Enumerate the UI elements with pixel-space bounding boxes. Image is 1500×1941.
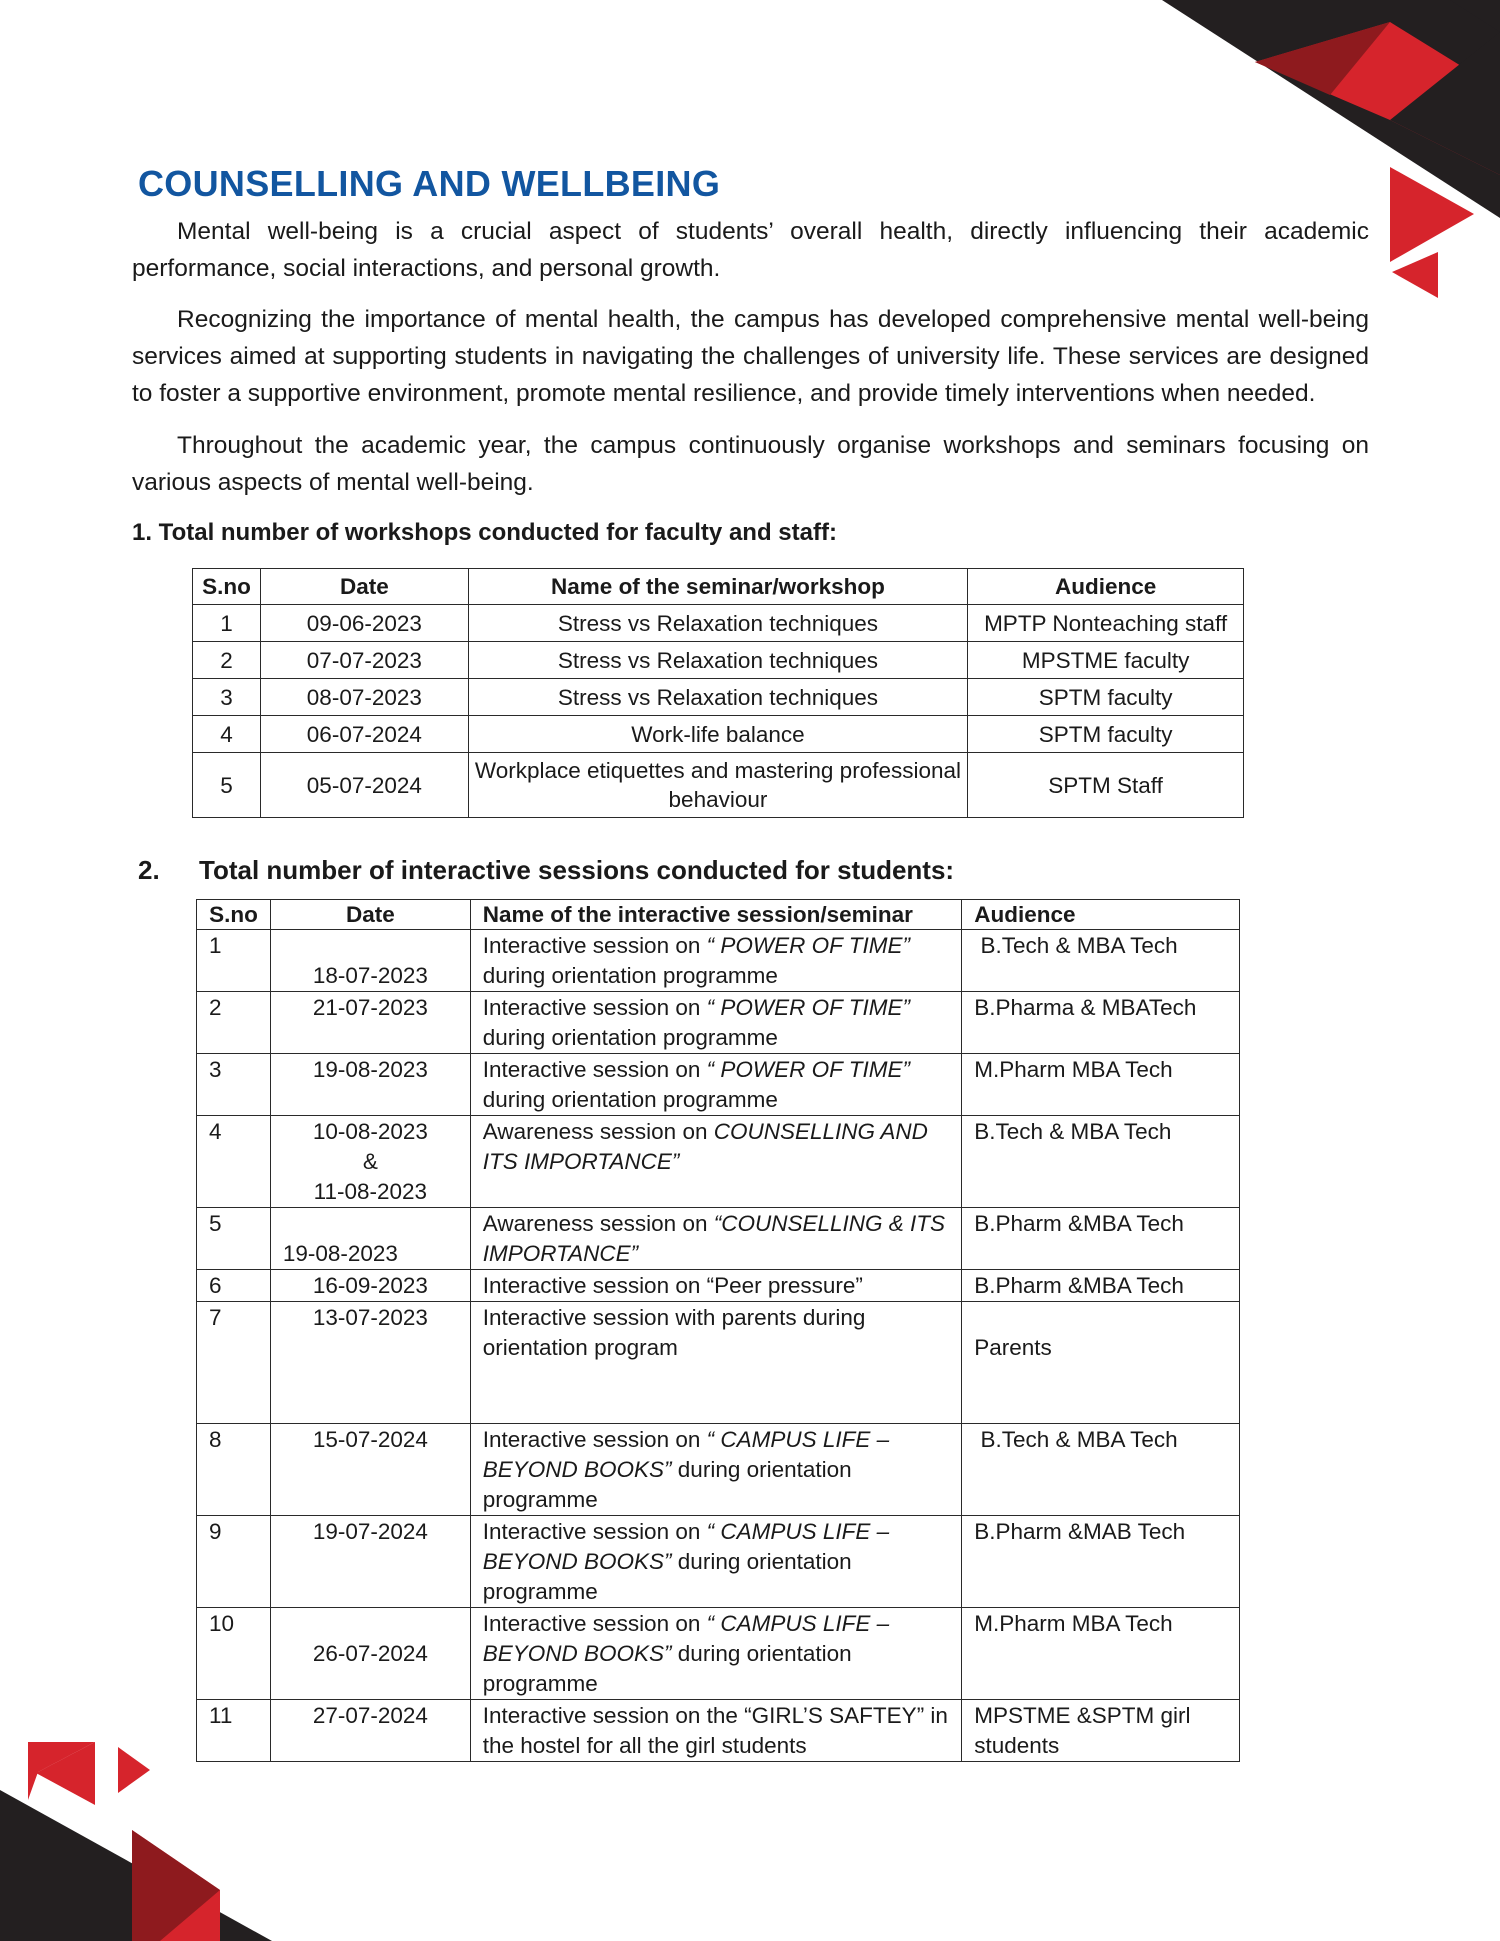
cell-name: Stress vs Relaxation techniques [468, 642, 967, 679]
table-row [197, 1270, 1240, 1302]
bottom-left-dark-band [0, 1790, 272, 1941]
cell-audience: SPTM faculty [968, 716, 1244, 753]
cell-date: 21-07-2023 [270, 992, 470, 1054]
cell-sno: 3 [197, 1054, 271, 1116]
cell-sno: 8 [197, 1424, 271, 1516]
cell-name: Awareness session on “COUNSELLING & ITS IMPORTANCE” [470, 1208, 961, 1270]
left-arrow-triangle [28, 1742, 95, 1800]
cell-sno: 2 [197, 992, 271, 1054]
cell-sno: 4 [193, 716, 261, 753]
cell-audience: SPTM faculty [968, 679, 1244, 716]
table-row [197, 992, 1240, 1054]
cell-date: 26-07-2024 [270, 1608, 470, 1700]
cell-date: 06-07-2024 [260, 716, 468, 753]
table-row [197, 1700, 1240, 1762]
table-row [193, 753, 1244, 818]
header-name: Name of the interactive session/seminar [470, 900, 961, 930]
cell-date: 10-08-2023 & 11-08-2023 [270, 1116, 470, 1208]
cell-audience: MPSTME &SPTM girl students [962, 1700, 1240, 1762]
cell-name: Interactive session on “ CAMPUS LIFE – BEYOND BOOKS” during orientation programme [470, 1424, 961, 1516]
cell-audience: SPTM Staff [968, 753, 1244, 818]
table-row [193, 605, 1244, 642]
cell-audience: B.Pharm &MBA Tech [962, 1208, 1240, 1270]
section2-heading [138, 855, 954, 886]
table-row [197, 1208, 1240, 1270]
cell-date: 07-07-2023 [260, 642, 468, 679]
bottom-left-maroon-fold [132, 1830, 220, 1941]
cell-audience: B.Pharma & MBATech [962, 992, 1240, 1054]
cell-name: Interactive session on the “GIRL’S SAFTEY” in the hostel for all the girl students [470, 1700, 961, 1762]
cell-name: Interactive session on “Peer pressure” [470, 1270, 961, 1302]
cell-sno: 6 [197, 1270, 271, 1302]
header-audience: Audience [962, 900, 1240, 930]
cell-audience: Parents [962, 1302, 1240, 1424]
table-row [197, 1516, 1240, 1608]
cell-sno: 2 [193, 642, 261, 679]
table-row [197, 1608, 1240, 1700]
cell-date: 13-07-2023 [270, 1302, 470, 1424]
cell-sno: 7 [197, 1302, 271, 1424]
services-paragraph: Recognizing the importance of mental health, the campus has developed comprehensive mental well-being services aimed at supporting students in navigating the challenges of university life. These services are designed to foster a supportive environment, promote mental resilience, and provide timely interventions when needed. [132, 306, 1369, 407]
top-right-dark-lower [1390, 0, 1500, 175]
cell-audience: B.Tech & MBA Tech [962, 1116, 1240, 1208]
table-header-row [197, 900, 1240, 930]
cell-audience: B.Tech & MBA Tech [962, 930, 1240, 992]
cell-date: 05-07-2024 [260, 753, 468, 818]
cell-date: 19-07-2024 [270, 1516, 470, 1608]
cell-sno: 1 [193, 605, 261, 642]
workshops-table [192, 568, 1244, 818]
cell-audience: B.Pharm &MAB Tech [962, 1516, 1240, 1608]
cell-date: 09-06-2023 [260, 605, 468, 642]
sessions-table [196, 899, 1240, 1762]
cell-sno: 4 [197, 1116, 271, 1208]
header-name: Name of the seminar/workshop [468, 569, 967, 605]
page-title: COUNSELLING AND WELLBEING [138, 163, 721, 204]
cell-sno: 5 [197, 1208, 271, 1270]
cell-date: 19-08-2023 [270, 1208, 470, 1270]
cell-sno: 10 [197, 1608, 271, 1700]
cell-name: Interactive session on “ CAMPUS LIFE – BEYOND BOOKS” during orientation programme [470, 1516, 961, 1608]
header-audience: Audience [968, 569, 1244, 605]
cell-sno: 9 [197, 1516, 271, 1608]
top-right-red-band [1255, 22, 1500, 175]
right-small-triangle [1392, 252, 1438, 298]
table-row [193, 642, 1244, 679]
section1-heading: 1. Total number of workshops conducted for faculty and staff: [132, 519, 837, 546]
cell-audience: MPSTME faculty [968, 642, 1244, 679]
cell-name: Workplace etiquettes and mastering professional behaviour [468, 753, 967, 818]
left-arrow-triangle-2 [36, 1742, 95, 1805]
header-sno: S.no [197, 900, 271, 930]
top-right-maroon-fold [1255, 22, 1390, 95]
table-row [197, 1424, 1240, 1516]
cell-audience: M.Pharm MBA Tech [962, 1608, 1240, 1700]
cell-date [270, 930, 470, 992]
cell-date: 19-08-2023 [270, 1054, 470, 1116]
cell-sno: 11 [197, 1700, 271, 1762]
intro-paragraph: Mental well-being is a crucial aspect of students’ overall health, directly influencing their academic performance, social interactions, and personal growth. [132, 218, 1369, 282]
table-row [197, 1302, 1240, 1424]
section2-number: 2. [138, 855, 160, 885]
bottom-left-red-triangle [132, 1830, 220, 1941]
cell-name: Interactive session with parents during orientation program [470, 1302, 961, 1424]
top-right-dark-band [1162, 0, 1500, 218]
cell-audience: M.Pharm MBA Tech [962, 1054, 1240, 1116]
cell-name: Awareness session on COUNSELLING AND ITS IMPORTANCE” [470, 1116, 961, 1208]
cell-sno: 3 [193, 679, 261, 716]
section2-heading-text: Total number of interactive sessions conducted for students: [199, 855, 955, 885]
cell-audience: B.Pharm &MBA Tech [962, 1270, 1240, 1302]
table-header-row [193, 569, 1244, 605]
cell-name: Stress vs Relaxation techniques [468, 679, 967, 716]
cell-name: Interactive session on “ POWER OF TIME” during orientation programme [470, 1054, 961, 1116]
cell-name: Work-life balance [468, 716, 967, 753]
cell-name: Interactive session on “ POWER OF TIME” during orientation programme [470, 992, 961, 1054]
cell-name: Interactive session on “ CAMPUS LIFE – BEYOND BOOKS” during orientation programme [470, 1608, 961, 1700]
cell-sno: 1 [197, 930, 271, 992]
workshops-paragraph: Throughout the academic year, the campus continuously organise workshops and seminars focusing on various aspects of mental well-being. [132, 432, 1369, 496]
cell-date: 16-09-2023 [270, 1270, 470, 1302]
table-row [197, 1054, 1240, 1116]
table-row [197, 930, 1240, 992]
cell-audience: B.Tech & MBA Tech [962, 1424, 1240, 1516]
cell-sno: 5 [193, 753, 261, 818]
cell-name: Interactive session on “ POWER OF TIME” during orientation programme [470, 930, 961, 992]
cell-date: 27-07-2024 [270, 1700, 470, 1762]
cell-audience: MPTP Nonteaching staff [968, 605, 1244, 642]
cell-date: 08-07-2023 [260, 679, 468, 716]
header-sno: S.no [193, 569, 261, 605]
header-date: Date [270, 900, 470, 930]
right-play-triangle [1390, 167, 1474, 262]
date-text: 18-07-2023 [312, 963, 428, 988]
table-row [197, 1116, 1240, 1208]
cell-name: Stress vs Relaxation techniques [468, 605, 967, 642]
table-row [193, 679, 1244, 716]
left-small-play-triangle [118, 1747, 150, 1793]
cell-date: 15-07-2024 [270, 1424, 470, 1516]
header-date: Date [260, 569, 468, 605]
table-row [193, 716, 1244, 753]
